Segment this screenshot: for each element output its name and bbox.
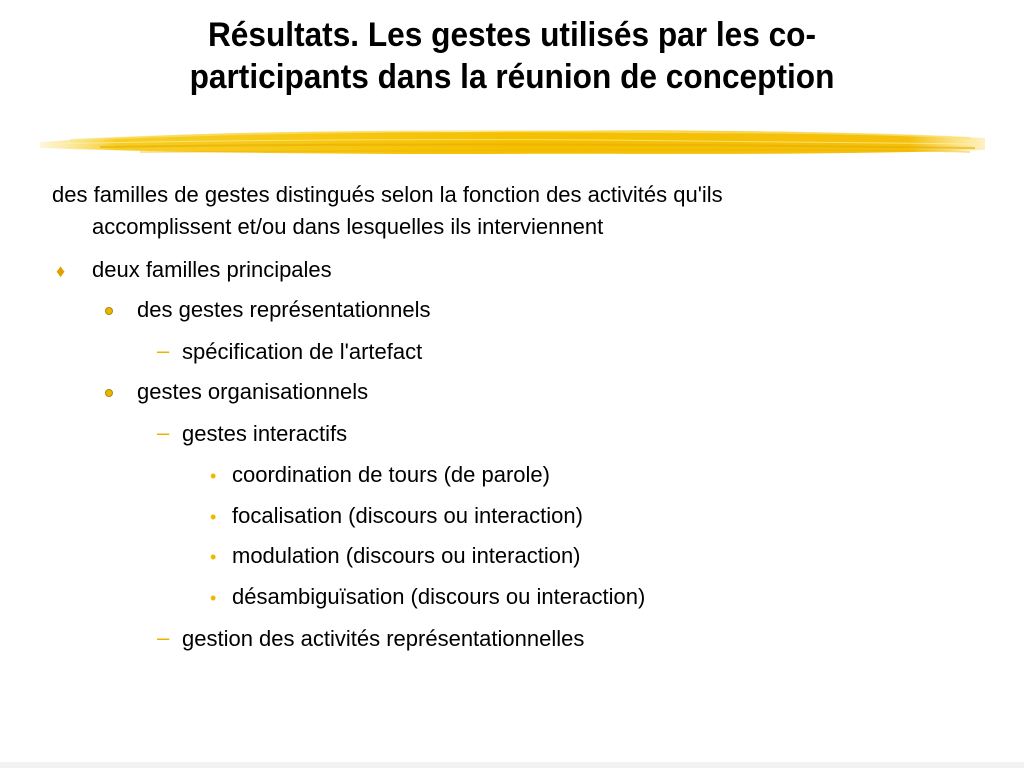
rep-sub-item: spécification de l'artefact (182, 339, 423, 364)
small-bullet-icon: • (210, 507, 217, 527)
gestion-item: gestion des activités représentationnelles (182, 626, 585, 651)
round-bullet-icon (105, 389, 113, 397)
interactifs-item: gestes interactifs (182, 421, 348, 446)
small-bullet-icon: • (210, 547, 217, 567)
diamond-bullet-icon: ♦ (56, 261, 66, 281)
small-bullet-icon: • (210, 466, 217, 486)
dash-bullet-icon: – (157, 420, 170, 445)
list-item: modulation (discours ou interaction) (232, 543, 581, 568)
org-item: gestes organisationnels (137, 379, 369, 404)
list-item: coordination de tours (de parole) (232, 462, 550, 487)
intro-line-2: accomplissent et/ou dans lesquelles ils interviennent (92, 214, 604, 239)
small-bullet-icon: • (210, 588, 217, 608)
list-item: désambiguïsation (discours ou interaction) (232, 584, 646, 609)
intro-line-1: des familles de gestes distingués selon la fonction des activités qu'ils (52, 182, 723, 207)
rep-item: des gestes représentationnels (137, 297, 431, 322)
bottom-divider (0, 762, 1024, 768)
slide-title-line-2: participants dans la réunion de conception (189, 58, 835, 96)
slide-title-line-1: Résultats. Les gestes utilisés par les co- (207, 16, 817, 54)
level1-item: deux familles principales (92, 257, 332, 282)
dash-bullet-icon: – (157, 338, 170, 363)
list-item: focalisation (discours ou interaction) (232, 503, 583, 528)
dash-bullet-icon: – (157, 625, 170, 650)
round-bullet-icon (105, 307, 113, 315)
